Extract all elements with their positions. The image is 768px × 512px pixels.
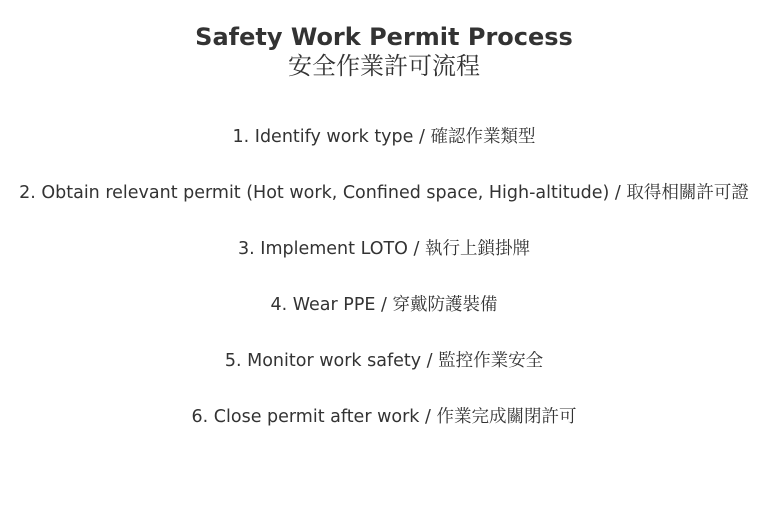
step-3: 3. Implement LOTO / 執行上鎖掛牌 <box>238 239 530 259</box>
step-2: 2. Obtain relevant permit (Hot work, Confined space, High-altitude) / 取得相關許可證 <box>19 183 749 203</box>
title-english: Safety Work Permit Process <box>195 23 573 51</box>
step-4: 4. Wear PPE / 穿戴防護裝備 <box>270 295 498 315</box>
step-6: 6. Close permit after work / 作業完成關閉許可 <box>191 407 577 427</box>
page-title <box>0 22 768 80</box>
title-chinese: 安全作業許可流程 <box>288 52 480 80</box>
step-1: 1. Identify work type / 確認作業類型 <box>232 127 536 147</box>
step-list <box>0 124 768 460</box>
step-5: 5. Monitor work safety / 監控作業安全 <box>224 351 544 371</box>
